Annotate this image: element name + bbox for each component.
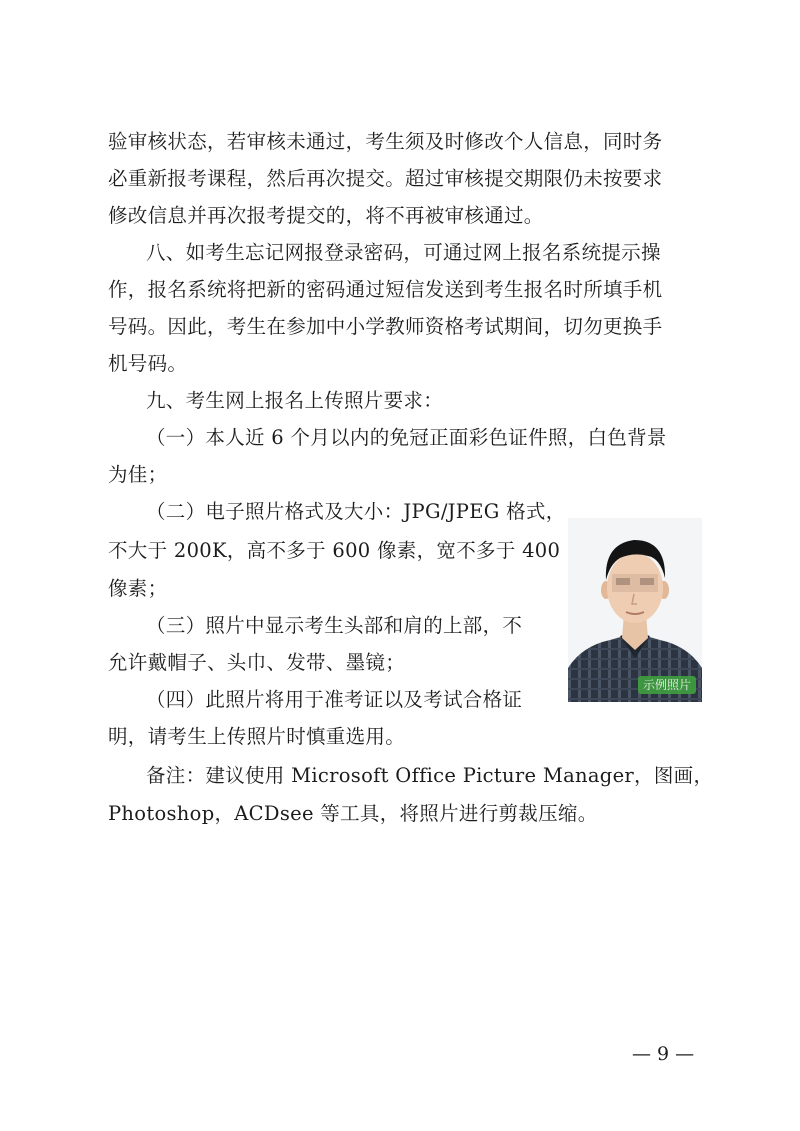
paragraph-line: 明，请考生上传照片时慎重选用。 [108,725,406,748]
person-portrait-icon [568,518,702,702]
paragraph-line: 允许戴帽子、头巾、发带、墨镜； [108,651,406,674]
paragraph-line: 号码。因此，考生在参加中小学教师资格考试期间，切勿更换手 [108,315,663,338]
remark-line: 备注：建议使用 Microsoft Office Picture Manager，图画， [146,764,714,787]
paragraph-line: 必重新报考课程，然后再次提交。超过审核提交期限仍未按要求 [108,167,663,190]
sample-photo-label: 示例照片 [638,676,696,694]
sample-id-photo [568,518,702,702]
requirement-one-line: （一）本人近 6 个月以内的免冠正面彩色证件照，白色背景 [146,426,667,449]
paragraph-line: 像素； [108,577,168,600]
paragraph-line: 验审核状态，若审核未通过，考生须及时修改个人信息，同时务 [108,130,663,153]
requirement-three-line: （三）照片中显示考生头部和肩的上部，不 [146,614,523,637]
page-number: — 9 — [632,1043,695,1065]
paragraph-line: 不大于 200K，高不多于 600 像素，宽不多于 400 [108,539,561,562]
section-eight-line: 八、如考生忘记网报登录密码，可通过网上报名系统提示操 [146,241,661,264]
paragraph-line: 机号码。 [108,352,188,375]
paragraph-line: 修改信息并再次报考提交的，将不再被审核通过。 [108,204,544,227]
remark-line: Photoshop，ACDsee 等工具，将照片进行剪裁压缩。 [108,802,598,825]
section-nine-heading: 九、考生网上报名上传照片要求： [146,389,444,412]
requirement-four-line: （四）此照片将用于准考证以及考试合格证 [146,688,523,711]
paragraph-line: 作，报名系统将把新的密码通过短信发送到考生报名时所填手机 [108,278,663,301]
paragraph-line: 为佳； [108,463,168,486]
requirement-two-line: （二）电子照片格式及大小：JPG/JPEG 格式， [146,500,566,523]
